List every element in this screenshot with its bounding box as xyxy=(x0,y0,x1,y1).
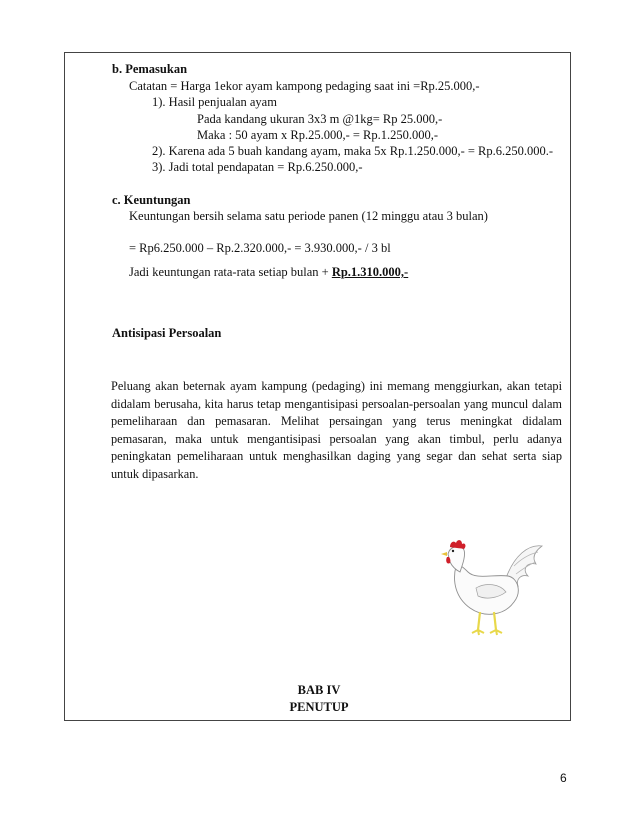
page-number: 6 xyxy=(560,771,567,785)
chapter-title: PENUTUP xyxy=(289,700,349,714)
keuntungan-heading: c. Keuntungan xyxy=(112,193,191,207)
keuntungan-monthly-value: Rp.1.310.000,- xyxy=(331,265,409,279)
pemasukan-item-1-detail-a: Pada kandang ukuran 3x3 m @1kg= Rp 25.000,- xyxy=(197,112,443,126)
pemasukan-item-2: 2). Karena ada 5 buah kandang ayam, maka 5x Rp.1.250.000,- = Rp.6.250.000.- xyxy=(152,144,554,158)
antisipasi-heading: Antisipasi Persoalan xyxy=(112,326,222,340)
pemasukan-item-1: 1). Hasil penjualan ayam xyxy=(152,95,277,109)
white-chicken-icon xyxy=(436,536,548,638)
keuntungan-line-3-prefix: Jadi keuntungan rata-rata setiap bulan + xyxy=(129,265,332,279)
keuntungan-line-1: Keuntungan bersih selama satu periode panen (12 minggu atau 3 bulan) xyxy=(129,209,488,223)
keuntungan-line-3 xyxy=(129,265,408,280)
pemasukan-heading: b. Pemasukan xyxy=(112,62,188,76)
chapter-number: BAB IV xyxy=(297,683,341,697)
pemasukan-item-3: 3). Jadi total pendapatan = Rp.6.250.000,- xyxy=(152,160,363,174)
keuntungan-line-2: = Rp6.250.000 – Rp.2.320.000,- = 3.930.000,- / 3 bl xyxy=(129,241,391,255)
pemasukan-note: Catatan = Harga 1ekor ayam kampong pedaging saat ini =Rp.25.000,- xyxy=(129,79,480,93)
pemasukan-item-1-detail-b: Maka : 50 ayam x Rp.25.000,- = Rp.1.250.000,- xyxy=(197,128,439,142)
antisipasi-paragraph: Peluang akan beternak ayam kampung (pedaging) ini memang menggiurkan, akan tetapi didalam berusaha, kita harus tetap mengantisipasi persoalan-persoalan yang muncul dalam pemeliharaan dan pemasaran. Melihat persaingan yang terus meningkat didalam pemasaran, maka untuk mengantisipasi persoalan yang akan timbul, perlu adanya peningkatan pemeliharaan untuk menghasilkan daging yang segar dan sehat serta siap untuk dipasarkan. xyxy=(111,379,562,481)
